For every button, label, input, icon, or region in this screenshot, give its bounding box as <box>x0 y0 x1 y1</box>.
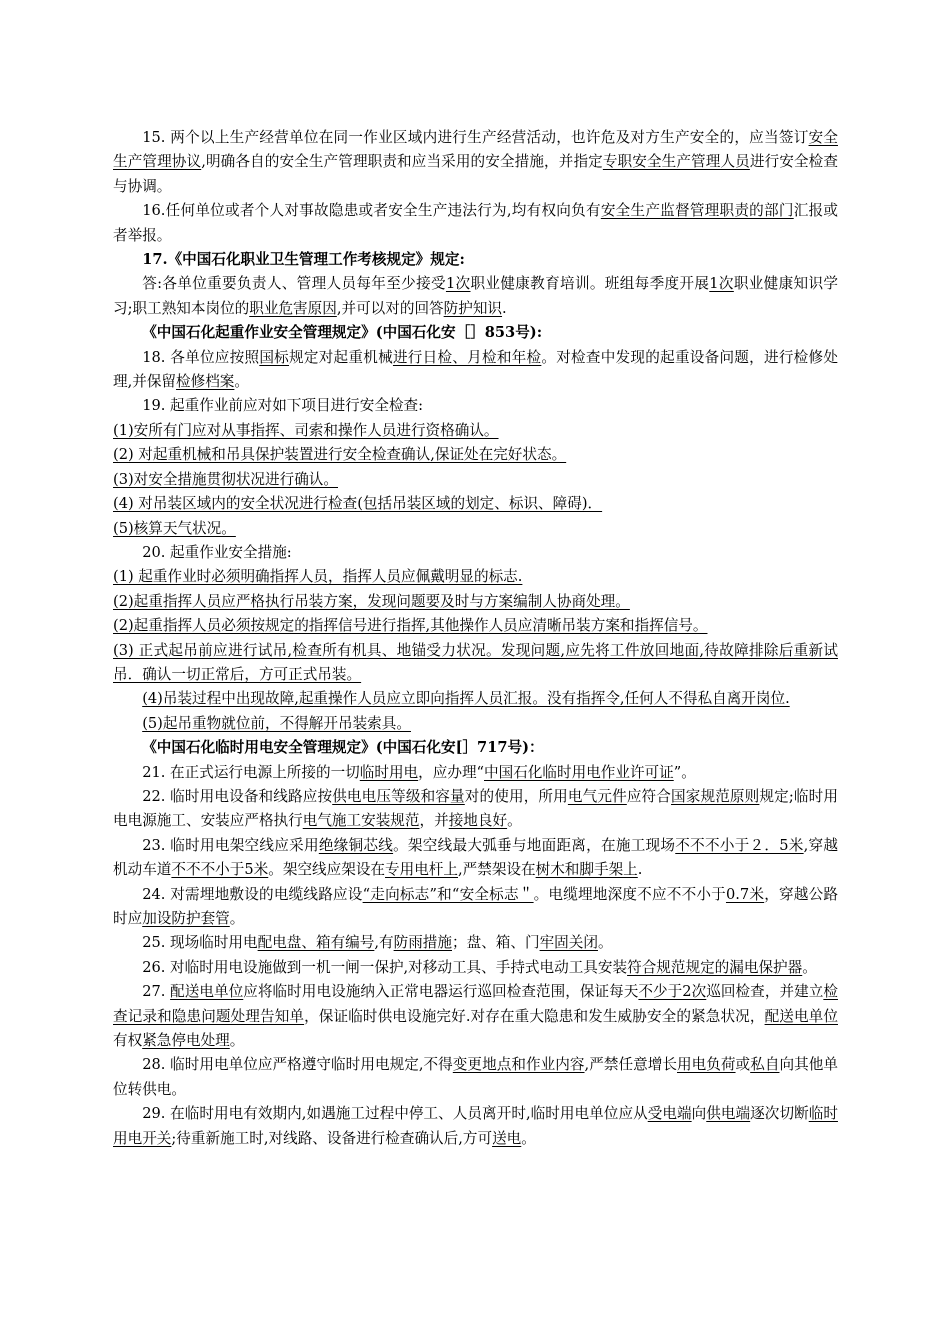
text-run: 27. <box>142 983 171 1001</box>
text-run: 29. 在临时用电有效期内,如遇施工过程中停工、人员离开时,临时用电单位应从 <box>142 1105 648 1123</box>
paragraph <box>113 956 838 980</box>
paragraph <box>113 443 838 467</box>
text-run: 。架空线应架设在 <box>268 861 386 879</box>
underlined-answer: “走向标志”和“安全标志＂ <box>362 885 534 903</box>
paragraph <box>113 834 838 883</box>
text-run: 17.《中国石化职业卫生管理工作考核规定》规定: <box>142 251 465 269</box>
text-run: 22. 临时用电设备和线路应按 <box>142 787 333 805</box>
text-run: 职业健康教育培训。班组每季度开展 <box>470 275 710 293</box>
paragraph <box>113 639 838 688</box>
text-run: 21. 在正式运行电源上所接的一切 <box>142 763 360 781</box>
paragraph <box>113 614 838 638</box>
text-run: 20. 起重作业安全措施: <box>142 543 292 561</box>
underlined-answer: 临时用电 <box>359 763 419 781</box>
text-run: 。 <box>597 934 613 952</box>
text-run: 应符合 <box>626 787 672 805</box>
text-run: 职业健康知识学习;职工熟知本岗位的 <box>113 275 838 317</box>
underlined-answer: 不不不小于5米 <box>171 861 269 879</box>
text-run: ,穿越机动车道 <box>113 836 838 879</box>
text-run: 对的使用，所用 <box>464 787 568 805</box>
text-run: 《中国石化起重作业安全管理规定》(中国石化安［］853号): <box>142 324 543 342</box>
underlined-answer: 紧急停电处理 <box>142 1032 230 1050</box>
text-run: ，穿越公路时应 <box>113 885 838 927</box>
text-run: ,严禁任意增长 <box>584 1056 677 1074</box>
underlined-answer: (3)对安全措施贯彻状况进行确认。 <box>113 470 338 488</box>
underlined-answer: 用电负荷 <box>677 1056 736 1074</box>
text-run: 进行安全检查与协调。 <box>113 153 838 195</box>
underlined-answer: 加设防护套管 <box>142 910 230 927</box>
text-run: 。架空线最大弧垂与地面距离，在施工现场 <box>393 836 676 854</box>
paragraph <box>113 126 838 199</box>
text-run: 。 <box>234 373 250 391</box>
text-run: 向 <box>691 1105 707 1123</box>
text-run: 19. 起重作业前应对如下项目进行安全检查: <box>142 397 424 415</box>
underlined-answer: 配电盘、箱有编号 <box>257 934 375 952</box>
text-run: 。 <box>507 812 522 830</box>
section-heading <box>113 736 838 760</box>
underlined-answer: 变更地点和作业内容 <box>452 1056 585 1074</box>
section-heading <box>113 321 838 345</box>
document-page <box>113 126 838 1151</box>
underlined-answer: (5)起吊重物就位前，不得解开吊装索具。 <box>142 714 411 732</box>
text-run: 。 <box>521 1129 536 1147</box>
underlined-answer: 牢固关闭 <box>539 934 598 952</box>
text-run: 15. 两个以上生产经营单位在同一作业区域内进行生产经营活动，也许危及对方生产安全的，应当签订 <box>142 129 809 146</box>
text-run: ，应办理“ <box>418 763 484 781</box>
underlined-answer: (2) 对起重机械和吊具保护装置进行安全检查确认,保证处在完好状态。 <box>113 446 567 464</box>
text-run: 答:各单位重要负责人、管理人员每年至少接受 <box>142 275 446 293</box>
underlined-answer: 接地良好 <box>448 812 508 830</box>
text-run: . <box>502 299 507 317</box>
text-run: ，并 <box>419 812 449 830</box>
underlined-answer: (3) 正式起吊前应进行试吊,检查所有机具、地锚受力状况。发现问题,应先将工件放回地面,待故障排除后重新试吊．确认一切正常后，方可正式吊装。 <box>113 641 838 683</box>
paragraph <box>113 468 838 492</box>
paragraph <box>113 785 838 834</box>
paragraph <box>113 541 838 565</box>
underlined-answer: 1次 <box>445 275 471 293</box>
underlined-answer: 供电电压等级和容量 <box>332 787 465 805</box>
text-run: 向其他单位转供电。 <box>113 1056 838 1098</box>
text-run: 23. 临时用电架空线应采用 <box>142 836 319 854</box>
text-run: 28. 临时用电单位应严格遵守临时用电规定,不得 <box>142 1056 453 1074</box>
underlined-answer: 防护知识 <box>443 299 503 317</box>
underlined-answer: (4) 对吊装区域内的安全状况进行检查(包括吊装区域的划定、标识、障碍)． <box>113 495 603 513</box>
underlined-answer: 不少于2次 <box>638 983 707 1001</box>
underlined-answer: 专职安全生产管理人员 <box>602 153 750 171</box>
paragraph <box>113 517 838 541</box>
underlined-answer: 国标 <box>259 348 290 366</box>
underlined-answer: 中国石化临时用电作业许可证 <box>484 763 674 781</box>
text-run: 巡回检查，并建立 <box>706 983 824 1001</box>
paragraph <box>113 883 838 932</box>
underlined-answer: 0.7米 <box>725 885 765 903</box>
paragraph <box>113 931 838 955</box>
underlined-answer: 送电 <box>492 1129 522 1147</box>
underlined-answer: 安全生产监督管理职责的部门 <box>600 202 794 220</box>
paragraph <box>113 565 838 589</box>
underlined-answer: 私自 <box>750 1056 780 1074</box>
text-run: 应将临时用电设施纳入正常电器运行巡回检查范围，保证每天 <box>243 983 639 1001</box>
text-run: ,明确各自的安全生产管理职责和应当采用的安全措施，并指定 <box>201 153 603 171</box>
underlined-answer: 配送电单位 <box>764 1007 838 1025</box>
paragraph <box>113 346 838 395</box>
text-run: 汇报或者举报。 <box>113 202 838 244</box>
underlined-answer: 供电端 <box>706 1105 751 1123</box>
underlined-answer: (2)起重指挥人员应严格执行吊装方案，发现问题要及时与方案编制人协商处理。 <box>113 592 630 610</box>
text-run: ；盘、箱、门 <box>452 934 540 952</box>
paragraph <box>113 761 838 785</box>
text-run: 或 <box>735 1056 751 1074</box>
paragraph <box>113 492 838 516</box>
text-run: 规定对起重机械 <box>289 348 393 366</box>
text-run: 。 <box>229 910 245 927</box>
underlined-answer: (1) 起重作业时必须明确指挥人员，指挥人员应佩戴明显的标志. <box>113 568 523 586</box>
text-run: 逐次切断 <box>750 1105 809 1123</box>
text-run: 规定;临时用电电源施工、安装应严格执行 <box>113 787 838 830</box>
underlined-answer: (2)起重指挥人员必须按规定的指挥信号进行指挥,其他操作人员应清晰吊装方案和指挥信号。 <box>113 617 708 635</box>
text-run: 16.任何单位或者个人对事故隐患或者安全生产违法行为,均有权向负有 <box>142 202 601 220</box>
text-run: 25. 现场临时用电 <box>142 934 258 952</box>
paragraph <box>113 1102 838 1151</box>
text-run: ,严禁架设在 <box>458 861 536 879</box>
text-run: ”。 <box>673 763 696 781</box>
underlined-answer: 国家规范原则 <box>671 787 760 805</box>
paragraph <box>113 590 838 614</box>
underlined-answer: 配送电单位 <box>170 983 244 1001</box>
underlined-answer: 专用电杆上 <box>385 861 458 879</box>
underlined-answer: 职业危害原因 <box>249 299 337 317</box>
paragraph <box>113 394 838 418</box>
underlined-answer: 电气施工安装规范 <box>302 812 420 830</box>
text-run: 26. 对临时用电设施做到一机一闸一保护,对移动工具、手持式电动工具安装 <box>142 958 628 976</box>
underlined-answer: 绝缘铜芯线 <box>318 836 394 854</box>
text-run: 。 <box>229 1032 245 1050</box>
text-run: 。对检查中发现的起重设备问题，进行检修处理,并保留 <box>113 348 838 391</box>
text-run: 。电缆埋地深度不应不不小于 <box>533 885 726 903</box>
text-run: 有权 <box>113 1032 143 1050</box>
text-run: ,有 <box>374 934 394 952</box>
text-run: ，保证临时供电设施完好.对存在重大隐患和发生威胁安全的紧急状况， <box>304 1007 765 1025</box>
underlined-answer: 1次 <box>709 275 734 293</box>
text-run: ;待重新施工时,对线路、设备进行检查确认后,方可 <box>171 1129 493 1147</box>
underlined-answer: 树木和脚手架上 <box>535 861 638 879</box>
paragraph <box>113 980 838 1053</box>
text-run: 。 <box>802 958 817 976</box>
text-run: 24. 对需埋地敷设的电缆线路应设 <box>142 885 363 903</box>
underlined-answer: 不不不小于２．5米 <box>675 836 804 854</box>
text-run: 18. 各单位应按照 <box>142 348 260 366</box>
underlined-answer: 检查记录和隐患问题处理告知单 <box>113 983 838 1025</box>
text-run: 《中国石化临时用电安全管理规定》(中国石化安[］717号)： <box>142 739 544 757</box>
paragraph <box>113 712 838 736</box>
underlined-answer: (5)核算天气状况。 <box>113 519 236 537</box>
text-run: . <box>637 861 643 879</box>
underlined-answer: 符合规范规定的漏电保护器 <box>627 958 803 976</box>
text-run: ,并可以对的回答 <box>336 299 444 317</box>
paragraph <box>113 419 838 443</box>
underlined-answer: 安全生产管理协议 <box>113 129 838 171</box>
underlined-answer: (4)吊装过程中出现故障,起重操作人员应立即向指挥人员汇报。没有指挥令,任何人不得私自离开岗位. <box>142 690 790 708</box>
underlined-answer: 进行日检、月检和年检 <box>392 348 542 366</box>
underlined-answer: 电气元件 <box>567 787 627 805</box>
underlined-answer: 防雨措施 <box>393 934 452 952</box>
paragraph <box>113 199 838 248</box>
underlined-answer: 检修档案 <box>176 373 235 391</box>
paragraph <box>113 687 838 711</box>
underlined-answer: 受电端 <box>647 1105 692 1123</box>
section-heading <box>113 248 838 272</box>
paragraph <box>113 272 838 321</box>
paragraph <box>113 1053 838 1102</box>
underlined-answer: (1)安所有门应对从事指挥、司索和操作人员进行资格确认。 <box>113 421 499 439</box>
underlined-answer: 临时用电开关 <box>113 1105 838 1147</box>
